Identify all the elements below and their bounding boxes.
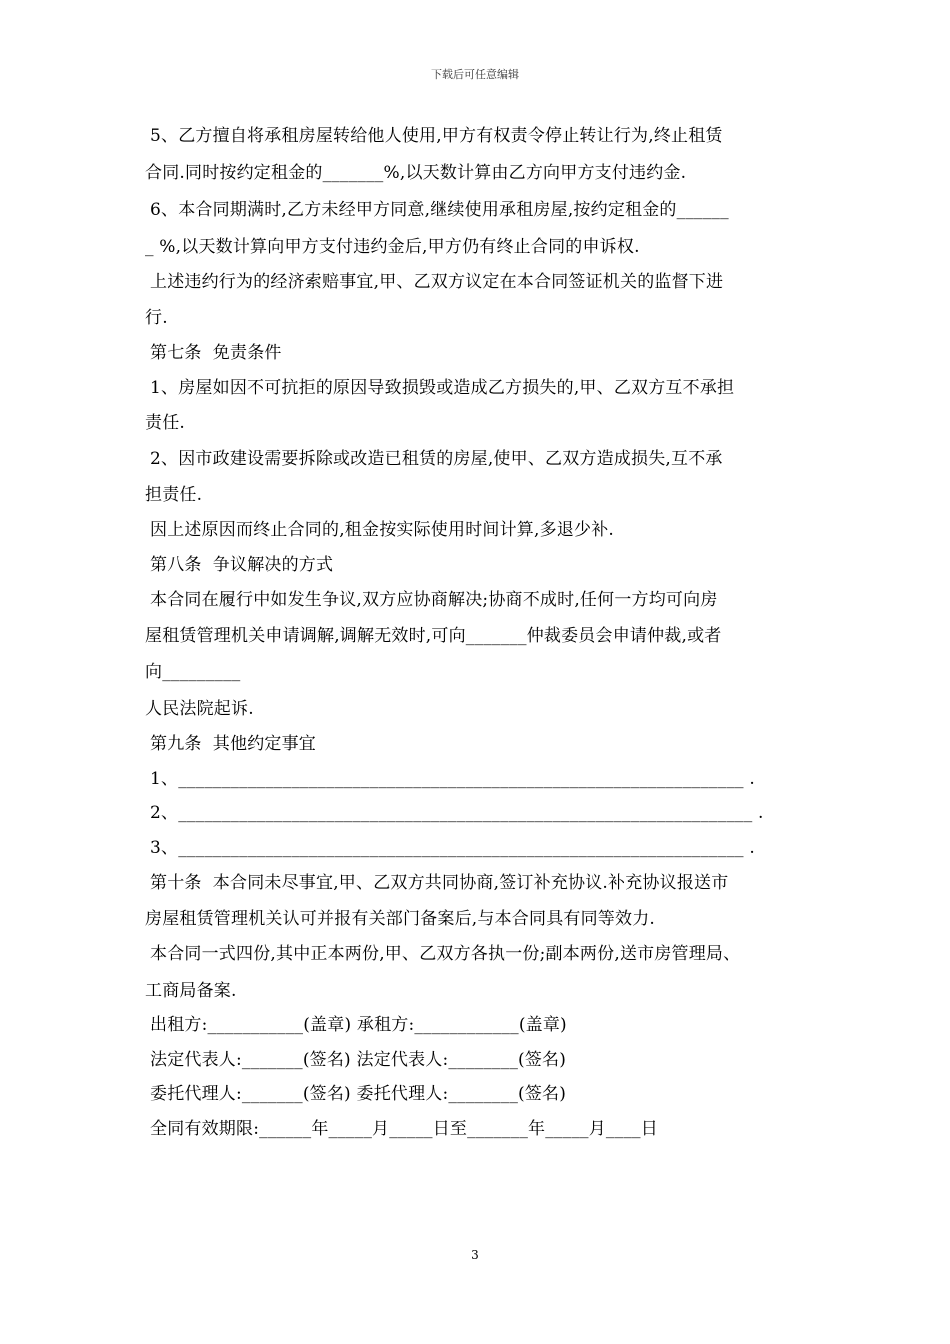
text-line: 向_________ [145, 662, 241, 682]
signature-line: 委托代理人:_______(签名) 委托代理人:________(签名) [150, 1084, 567, 1104]
text-line: 6、本合同期满时,乙方未经甲方同意,继续使用承租房屋,按约定租金的______ [150, 200, 729, 220]
blank-item-line: 3、_________________________________________________________________ . [150, 838, 755, 858]
blank-item-line: 1、_________________________________________________________________ . [150, 769, 755, 789]
text-line: 责任. [145, 413, 186, 433]
text-line: 合同.同时按约定租金的_______%,以天数计算由乙方向甲方支付违约金. [145, 163, 687, 183]
text-line: 行. [145, 308, 168, 328]
signature-line: 法定代表人:_______(签名) 法定代表人:________(签名) [150, 1050, 567, 1070]
article-heading: 第七条 免责条件 [150, 343, 282, 363]
text-line: 担责任. [145, 485, 203, 505]
validity-line: 全同有效期限:______年_____月_____日至_______年_____月____日 [150, 1119, 658, 1139]
text-line: 工商局备案. [145, 981, 237, 1001]
article-heading: 第八条 争议解决的方式 [150, 555, 334, 575]
text-line: 因上述原因而终止合同的,租金按实际使用时间计算,多退少补. [150, 520, 615, 540]
page-number: 3 [471, 1248, 479, 1262]
text-line: 本合同一式四份,其中正本两份,甲、乙双方各执一份;副本两份,送市房管理局、 [150, 944, 741, 964]
text-line: 房屋租赁管理机关认可并报有关部门备案后,与本合同具有同等效力. [145, 909, 656, 929]
text-line: 2、因市政建设需要拆除或改造已租赁的房屋,使甲、乙双方造成损失,互不承 [150, 449, 723, 469]
text-line: 本合同在履行中如发生争议,双方应协商解决;协商不成时,任何一方均可向房 [150, 590, 718, 610]
signature-line: 出租方:___________(盖章) 承租方:____________(盖章) [150, 1015, 567, 1035]
text-line: 5、乙方擅自将承租房屋转给他人使用,甲方有权责令停止转让行为,终止租赁 [150, 126, 723, 146]
text-line: _ %,以天数计算向甲方支付违约金后,甲方仍有终止合同的申诉权. [145, 237, 640, 257]
text-line: 屋租赁管理机关申请调解,调解无效时,可向_______仲裁委员会申请仲裁,或者 [145, 626, 722, 646]
article-heading: 第十条 本合同未尽事宜,甲、乙双方共同协商,签订补充协议.补充协议报送市 [150, 873, 729, 893]
blank-item-line: 2、__________________________________________________________________ . [150, 803, 764, 823]
text-line: 1、房屋如因不可抗拒的原因导致损毁或造成乙方损失的,甲、乙双方互不承担 [150, 378, 735, 398]
text-line: 上述违约行为的经济索赔事宜,甲、乙双方议定在本合同签证机关的监督下进 [150, 272, 724, 292]
article-heading: 第九条 其他约定事宜 [150, 734, 317, 754]
header-note: 下载后可任意编辑 [431, 68, 519, 81]
text-line: 人民法院起诉. [145, 699, 254, 719]
